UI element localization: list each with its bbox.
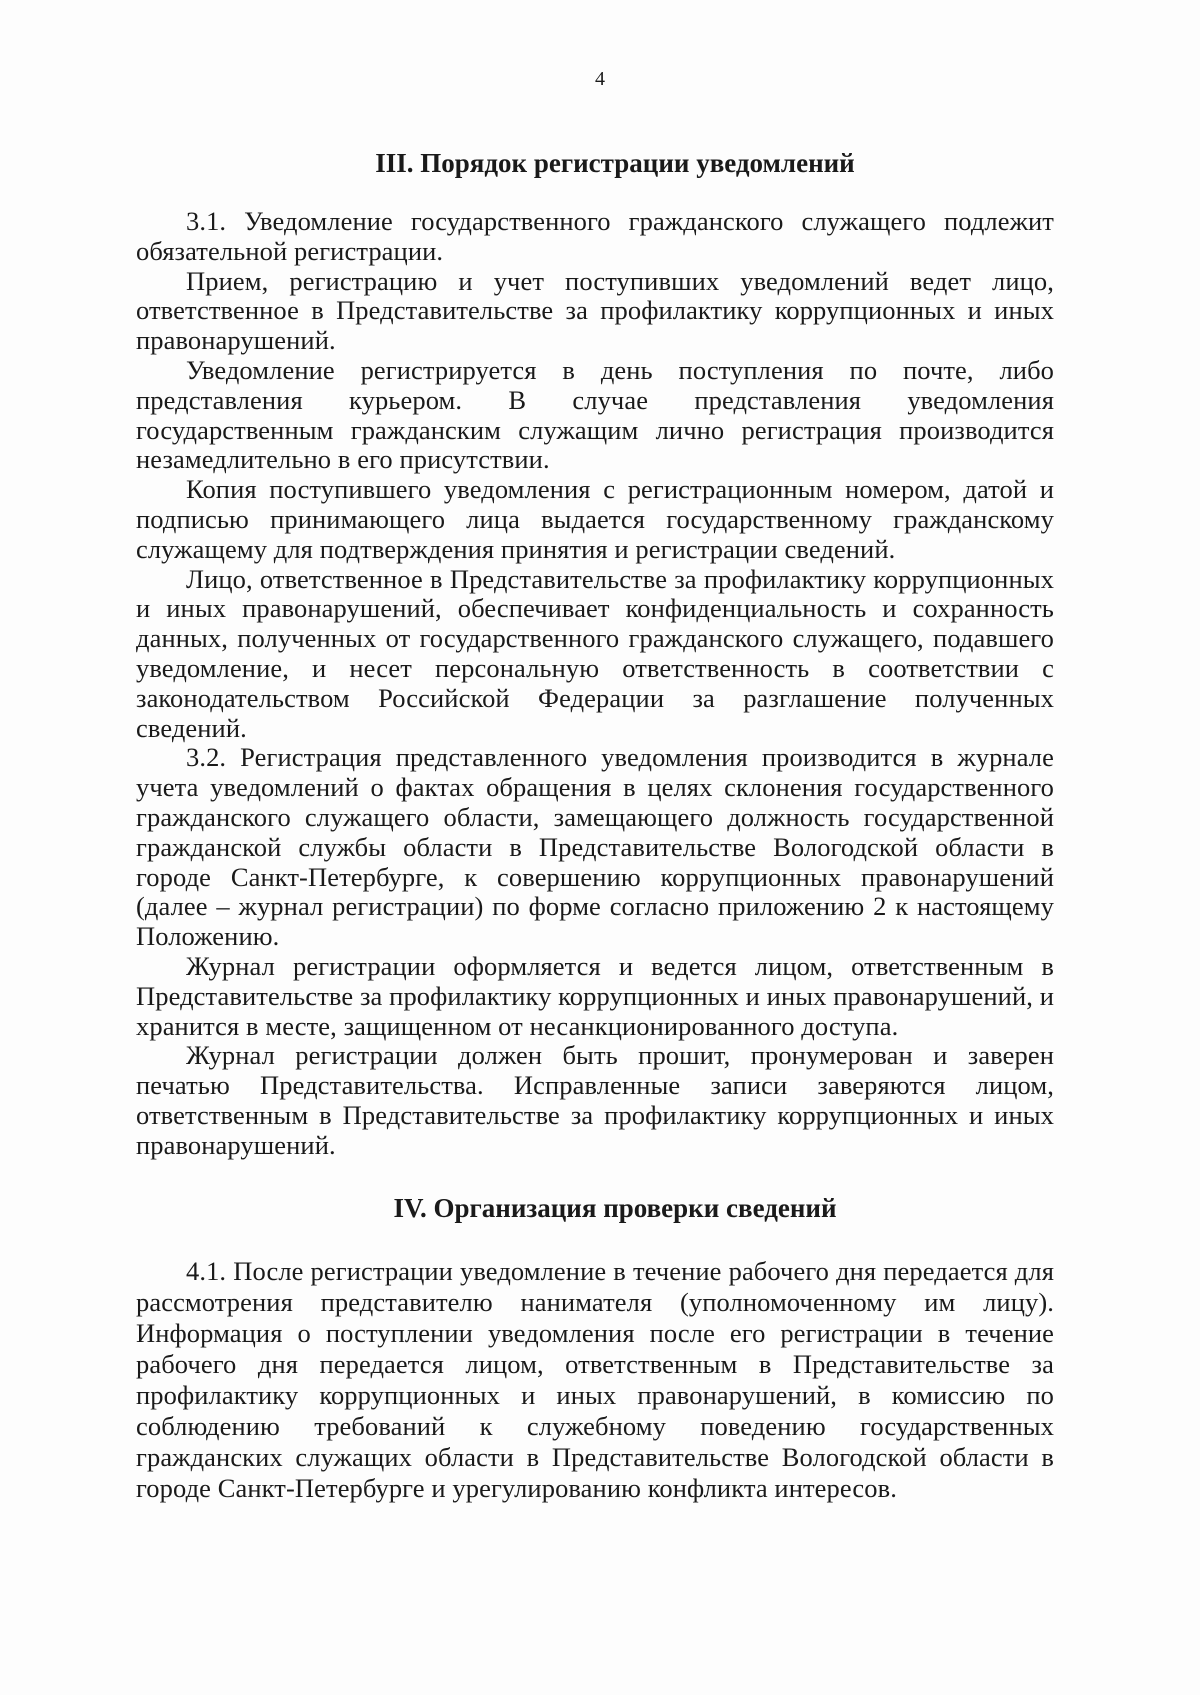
- section-3-heading: III. Порядок регистрации уведомлений: [375, 148, 855, 178]
- section-3-body: [136, 207, 1054, 1161]
- paragraph: 3.1. Уведомление государственного гражданского служащего подлежит обязательной регистрации.: [136, 206, 1054, 266]
- paragraph: 3.2. Регистрация представленного уведомления производится в журнале учета уведомлений о фактах обращения в целях склонения государственного гражданского служащего области, замещающего должность государственной гражданской службы области в Представительстве Вологодской области в городе Санкт-Петербурге, к совершению коррупционных правонарушений (далее – журнал регистрации) по форме согласно приложению 2 к настоящему Положению.: [136, 742, 1054, 952]
- section-4-body: [136, 1256, 1054, 1504]
- paragraph: Журнал регистрации оформляется и ведется лицом, ответственным в Представительстве за профилактику коррупционных и иных правонарушений, и хранится в месте, защищенном от несанкционированного доступа.: [136, 950, 1054, 1041]
- section-4-heading: IV. Организация проверки сведений: [393, 1192, 837, 1223]
- paragraph: Журнал регистрации должен быть прошит, пронумерован и заверен печатью Представительства. Исправленные записи заверяются лицом, ответственным в Представительстве за профилактику коррупционных и иных правонарушений.: [136, 1040, 1054, 1160]
- paragraph: Копия поступившего уведомления с регистрационным номером, датой и подписью принимающего лица выдается государственному гражданскому служащему для подтверждения принятия и регистрации сведений.: [136, 474, 1054, 564]
- paragraph: Уведомление регистрируется в день поступления по почте, либо представления курьером. В случае представления уведомления государственным гражданским служащим лично регистрация производится незамедлительно в его присутствии.: [136, 354, 1054, 475]
- paragraph: 4.1. После регистрации уведомление в течение рабочего дня передается для рассмотрения представителю нанимателя (уполномоченному им лицу). Информация о поступлении уведомления после его регистрации в течение рабочего дня передается лицом, ответственным в Представительстве за профилактику коррупционных и иных правонарушений, в комиссию по соблюдению требований к служебному поведению государственных гражданских служащих области в Представительстве Вологодской области в городе Санкт-Петербурге и урегулированию конфликта интересов.: [136, 1255, 1054, 1503]
- paragraph: Прием, регистрацию и учет поступивших уведомлений ведет лицо, ответственное в Представительстве за профилактику коррупционных и иных правонарушений.: [136, 265, 1054, 356]
- paragraph: Лицо, ответственное в Представительстве за профилактику коррупционных и иных правонарушений, обеспечивает конфиденциальность и сохранность данных, полученных от государственного гражданского служащего, подавшего уведомление, и несет персональную ответственность в соответствии с законодательством Российской Федерации за разглашение полученных сведений.: [136, 563, 1054, 743]
- document-body: [136, 148, 1054, 1504]
- page-number: 4: [595, 68, 605, 90]
